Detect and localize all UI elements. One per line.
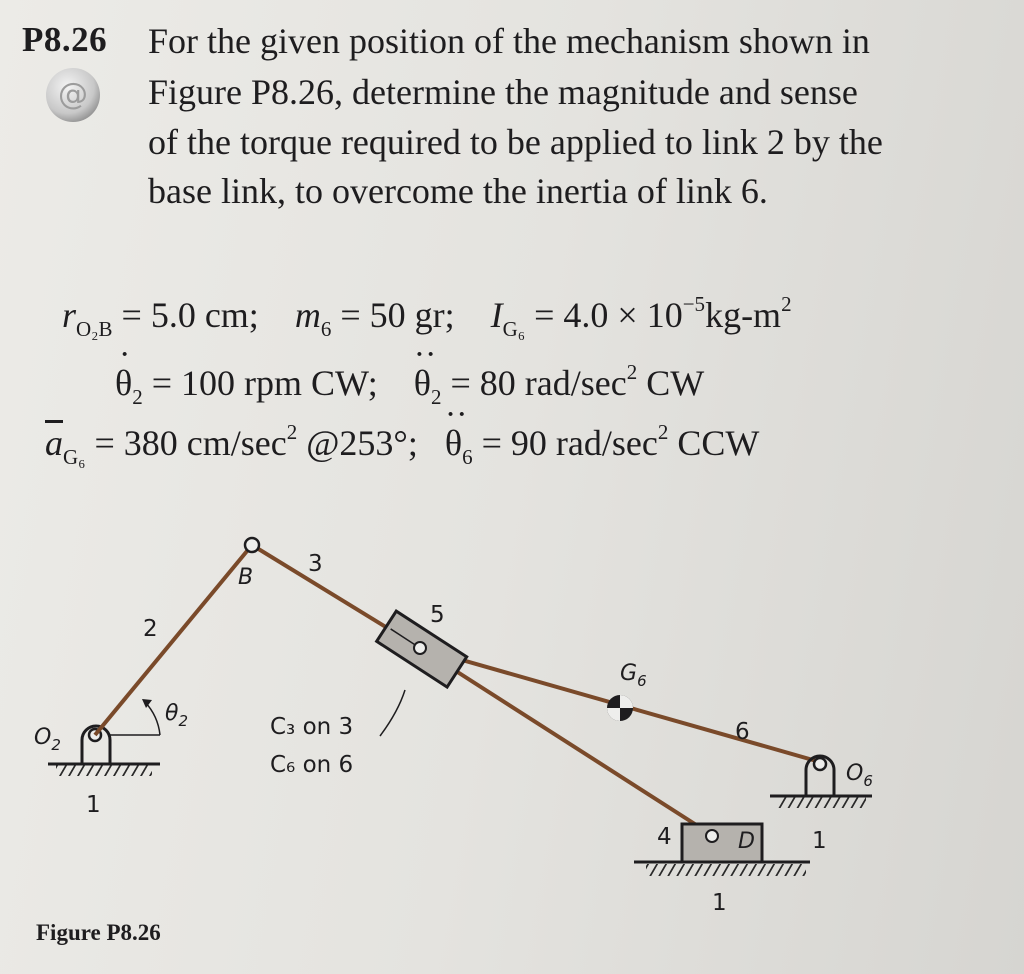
theta6-ddot-symbol: ·· θ <box>445 422 462 464</box>
theta2-dot-subscript: 2 <box>132 385 143 409</box>
accel-g6-angle: @253°; <box>306 423 418 463</box>
theta6-ddot-direction: CCW <box>677 423 760 463</box>
problem-line-3: of the torque required to be applied to link 2 by the <box>148 122 883 162</box>
label-point-g6: $G_6$ <box>620 661 647 690</box>
theta2-ddot-value: = 80 rad/sec <box>450 363 627 403</box>
pivot-o6 <box>814 758 826 770</box>
inertia-exponent: −5 <box>682 292 706 316</box>
m-subscript: 6 <box>320 317 332 341</box>
theta2-ddot-subscript: 2 <box>430 385 442 409</box>
svg-text:@: @ <box>58 77 88 112</box>
pivot-b <box>245 538 259 552</box>
figure-caption: Figure P8.26 <box>36 920 161 945</box>
m-symbol: m <box>294 295 321 335</box>
label-link-3: 3 <box>308 551 323 577</box>
theta6-ddot-exponent: 2 <box>657 420 669 444</box>
ground-left <box>48 726 160 776</box>
m-value: = 50 gr; <box>340 295 455 335</box>
label-point-o2: $O_2$ <box>34 725 61 754</box>
theta2-ddot-exponent: 2 <box>626 360 638 384</box>
theta2-arrowhead <box>142 699 152 708</box>
label-link-4: 4 <box>657 824 672 850</box>
inertia-subscript: G₆ <box>502 317 526 341</box>
ground-bottom <box>634 862 810 876</box>
inertia-unit-exponent: 2 <box>781 292 792 316</box>
g6-center-icon <box>607 695 633 721</box>
theta2-ddot-direction: CW <box>646 363 705 403</box>
theta2-dot-symbol: · θ <box>115 362 132 404</box>
label-theta2: $\theta_2$ <box>165 701 189 730</box>
label-ground-right: 1 <box>812 828 827 854</box>
pivot-c <box>414 642 426 654</box>
label-ground-left: 1 <box>86 792 101 818</box>
c-leader-line <box>380 690 405 736</box>
label-link-6: 6 <box>735 719 750 745</box>
label-c3-on-3: C₃ on 3 <box>270 714 354 740</box>
theta6-ddot-value: = 90 rad/sec <box>481 423 658 463</box>
label-point-b: B <box>238 565 254 590</box>
label-point-d: D <box>738 829 755 854</box>
r-symbol: r <box>62 295 77 335</box>
theta6-ddot-subscript: 6 <box>462 445 473 469</box>
label-ground-bottom: 1 <box>712 890 727 916</box>
inertia-value: = 4.0 × 10 <box>534 295 683 335</box>
theta2-ddot-symbol: ·· θ <box>414 362 431 404</box>
r-subscript: O₂B <box>76 317 113 341</box>
theta2-dot-value: = 100 rpm CW; <box>151 363 378 403</box>
problem-line-2: Figure P8.26, determine the magnitude and sense <box>148 72 858 112</box>
pivot-d <box>706 830 718 842</box>
accel-g6-value: = 380 cm/sec <box>94 423 287 463</box>
problem-line-4: base link, to overcome the inertia of link 6. <box>148 171 768 211</box>
r-value: = 5.0 cm; <box>121 295 259 335</box>
accel-g6-exponent: 2 <box>286 420 298 444</box>
accel-g6-subscript: G₆ <box>63 445 86 469</box>
label-link-2: 2 <box>143 616 158 642</box>
theta2-arc <box>145 702 160 735</box>
label-c6-on-6: C₆ on 6 <box>270 752 354 778</box>
problem-number: P8.26 <box>22 20 108 59</box>
problem-line-1: For the given position of the mechanism shown in <box>148 21 870 61</box>
label-point-o6: $O_6$ <box>846 761 873 790</box>
inertia-unit: kg-m <box>705 295 782 335</box>
label-link-5: 5 <box>430 602 445 628</box>
inertia-symbol: I <box>490 295 503 335</box>
link-4 <box>420 648 712 835</box>
accel-g6-symbol: $\overline{a}$ <box>45 423 63 463</box>
